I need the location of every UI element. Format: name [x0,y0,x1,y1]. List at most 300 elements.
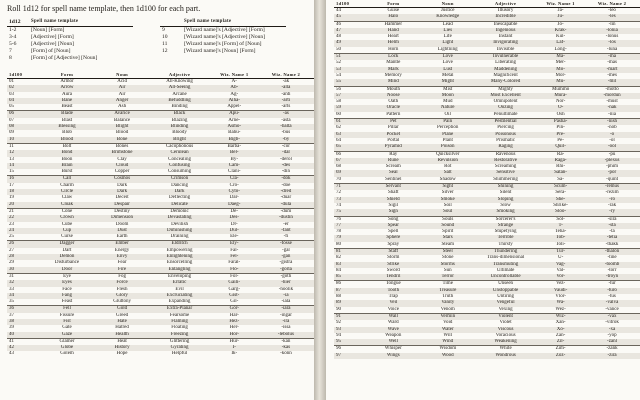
wiz-name-1-cell: By- [230,156,239,162]
roll-cell: 54 [336,72,341,78]
wiz-name-1-cell: Mer- [555,60,566,66]
form-cell: Servant [365,184,421,191]
table-row [334,112,640,119]
noun-cell: Light [421,40,474,46]
wiz-name-1-cell: Apu- [211,111,258,118]
wiz-name-2-cell: -sta [584,223,640,229]
template-row [160,34,286,41]
wiz-name-1-cell: Ma- [537,54,584,61]
wiz-name-2-cell: -must [606,99,618,105]
roll-cell: 84 [336,267,341,273]
wiz-name-1-cell: Flo- [211,267,258,274]
wiz-name-1-cell: Sa- [557,176,564,182]
wiz-name-1-cell: Asmo- [211,124,258,130]
wiz-name-1-cell: Rhi- [556,164,566,170]
form-cell: Oracle [365,105,421,111]
header-noun: Noun [421,0,474,8]
wiz-name-1-cell: Long- [554,46,567,52]
noun-cell: Fear [117,260,127,266]
adjective-cell: Bright [148,137,210,144]
wiz-name-2-cell: -mil [584,79,640,86]
wiz-name-1-cell: Mura- [537,93,584,99]
wiz-name-2-cell: -torr [607,267,617,273]
noun-cell: Steam [441,241,454,247]
adjective-cell: Wondrous [474,353,537,359]
wiz-name-2-cell: -los [584,40,640,46]
noun-cell: Steel [421,248,474,255]
form-cell: Song [365,216,421,223]
wiz-name-2-cell: -mordun [584,93,640,99]
adjective-cell: Incredible [474,14,537,21]
noun-cell: Gold [96,306,149,313]
adjective-cell: Prismatic [496,137,515,143]
template-header-label: Spell name template [29,17,133,27]
noun-cell: Energy [114,247,130,253]
table-row [334,184,640,191]
form-cell: Pattern [386,111,401,117]
form-cell: Tooth [365,288,421,294]
table-row [334,242,640,249]
table-row [334,248,640,255]
wiz-name-2-cell: -ma [584,54,640,61]
wiz-name-1-cell: Scum- [537,184,584,191]
form-cell: Spear [365,223,421,229]
roll-cell: 57 [334,93,365,99]
noun-cell: Lust [421,67,474,73]
roll-cell: 72 [336,190,341,196]
table-row [7,137,314,144]
roll-cell: 03 [9,91,14,97]
form-cell: Oath [388,99,399,105]
adjective-cell: Ensorcelling [166,260,193,266]
roll-cell: 58 [336,99,341,105]
adjective-cell: Bloody [172,130,187,136]
wiz-name-1-cell: Gaili- [211,280,258,286]
wiz-name-2-cell: -gistra [279,260,293,266]
wiz-name-2-cell: -nish [584,119,640,126]
wiz-name-1-cell: O- [537,105,584,111]
adjective-cell: Glittering [148,338,210,345]
adjective-cell: Expanding [168,299,191,305]
form-cell: Spray [387,241,400,247]
roll-cell: 47 [334,28,365,34]
form-cell: Mantle [386,60,401,66]
adjective-cell: Enlightening [148,254,210,260]
table-row [7,111,314,118]
form-cell: Eyes [38,280,95,286]
table-row [7,241,314,248]
wiz-name-2-cell: -turo [584,288,640,294]
roll-cell: 23 [9,221,14,227]
wiz-name-1-cell: Xan- [555,320,566,326]
form-cell: Arrow [38,85,95,91]
wiz-name-2-cell: -mas [607,60,617,66]
template-roll: 3-4 [9,34,17,40]
wiz-name-2-cell: -kan [258,338,314,345]
wiz-name-2-cell: -zank [584,346,640,353]
form-cell: Fissure [59,312,75,318]
noun-cell: Heat [96,338,149,345]
table-row [334,21,640,28]
roll-cell: 39 [9,325,14,331]
wiz-name-1-cell: Zoz- [537,353,584,359]
wiz-name-1-cell: Ik- [231,351,238,357]
roll-cell: 68 [336,164,341,170]
noun-cell: Fog [96,273,149,280]
roll-cell: 60 [336,111,341,117]
wiz-name-2-cell: -ingar [279,312,292,318]
roll-cell: 50 [336,46,341,52]
wiz-name-1-cell: A- [231,79,237,84]
wiz-name-2-cell: -alla [258,85,314,91]
table-row [334,8,640,15]
noun-cell: History [96,345,149,351]
form-cell: Face [62,286,72,292]
adjective-cell: Mighty [474,86,537,93]
wiz-name-2-cell: -motto [584,86,640,93]
wiz-name-1-cell: Pre- [537,132,584,138]
form-cell: Mark [365,67,421,73]
adjective-cell: Strange [474,223,537,229]
form-cell: Horn [388,46,399,52]
adjective-cell: Enveloping [148,273,210,280]
noun-cell: Stars [421,235,474,241]
table-row [334,47,640,54]
wiz-name-1-cell: Vag- [537,262,584,268]
form-cell: Shaft [388,190,399,196]
noun-cell: Love [421,54,474,61]
roll-cell: 59 [334,105,365,111]
wiz-name-2-cell: -anti [281,91,291,97]
noun-cell: Spirit [442,229,454,235]
wiz-name-1-cell: Cro- [229,182,239,188]
adjective-cell: Confusing [148,163,210,169]
noun-cell: Storms [421,262,474,268]
roll-cell: 70 [336,176,341,182]
roll-cell: 12 [7,150,38,156]
wiz-name-2-cell: -lin [584,21,640,28]
wiz-name-1-cell: Wiz- [537,313,584,320]
template-row [160,48,286,55]
noun-cell: Greed [115,312,129,318]
wiz-name-1-cell: Dr- [230,221,238,227]
wiz-name-2-cell: -arts [281,104,291,110]
template-header-label: Spell name template [182,17,286,27]
wiz-name-1-cell: Toli- [555,241,566,247]
noun-cell: Pain [421,119,474,126]
wiz-name-2-cell: -remus [584,184,640,191]
wiz-name-1-cell: Ag- [230,91,239,97]
roll-cell: 77 [334,223,365,229]
wiz-name-1-cell: Sloo- [537,209,584,216]
adjective-cell: Shining [474,184,537,191]
wiz-name-1-cell: Wa- [537,300,584,306]
wiz-name-2-cell: -dula [258,202,314,209]
noun-cell: Brimstone [96,150,149,156]
adjective-cell: Invigorating [474,40,537,46]
page-gutter [314,0,326,400]
spell-part-table-right [334,0,640,359]
intro-text: Roll 1d12 for spell name template, then 1d100 for each part. [7,4,201,13]
noun-cell: Smoke [421,197,474,203]
header-wiz-name-1: Wiz. Name 1 [537,0,584,8]
wiz-name-2-cell: -nob [607,125,617,131]
form-cell: Spell [388,229,399,235]
noun-cell: Cloud [96,163,149,169]
wiz-name-2-cell: -les [584,14,640,21]
form-cell: Lock [365,54,421,61]
wiz-name-1-cell: Kul- [556,34,566,40]
wiz-name-2-cell: -din [281,169,290,175]
wiz-name-1-cell: Nor- [555,99,566,105]
roll-cell: 28 [7,254,38,260]
noun-cell: Envy [96,254,149,260]
adjective-cell: Vexing [498,306,513,312]
noun-cell: Fire [96,267,149,274]
roll-cell: 17 [9,182,14,188]
adjective-cell: Blazing [171,117,188,123]
form-cell: Noose [365,93,421,99]
wiz-name-1-cell: Faral- [228,260,241,266]
form-cell: Blast [61,117,73,123]
adjective-cell: Unseen [474,281,537,288]
form-cell: Heart [387,34,399,40]
table-row [334,209,640,216]
template-header-die: 1d12 [7,17,29,27]
form-cell: Storm [387,255,400,261]
noun-cell: Health [96,332,149,339]
wiz-name-1-cell: Vor- [537,274,584,281]
adjective-cell: Gyrating [148,345,210,351]
wiz-name-2-cell: -phim [606,164,619,170]
wiz-name-1-cell: Cyto- [211,189,258,195]
form-cell: Wall [365,313,421,320]
header-adjective: Adjective [474,0,537,8]
noun-cell: Blight [96,124,149,130]
noun-cell: Earth [116,234,128,240]
noun-cell: Life [443,34,452,40]
wiz-name-2-cell: -ro [584,197,640,203]
noun-cell: Wisdom [421,346,474,353]
wiz-name-2-cell: -derol [279,156,292,162]
adjective-cell: Devilish [171,221,189,227]
form-cell: Call [38,176,95,183]
adjective-cell: Omnipotent [493,99,518,105]
adjective-cell: Oozing [474,105,537,111]
adjective-cell: Illusory [497,8,514,13]
roll-cell: 42 [7,345,38,351]
wiz-name-2-cell: -iala [281,299,291,305]
form-cell: Pillar [387,125,399,131]
wiz-name-1-cell: Jo- [537,21,584,28]
wiz-name-1-cell: Dul- [211,228,258,234]
wiz-name-1-cell: Zan- [555,332,566,338]
wiz-name-2-cell: -doe [281,182,291,188]
wiz-name-2-cell: -por [584,170,640,176]
table-row [7,202,314,209]
roll-cell: 15 [9,169,14,175]
wiz-name-1-cell: Ju- [537,14,584,21]
roll-cell: 80 [336,241,341,247]
roll-cell: 20 [7,202,38,209]
wiz-name-2-cell: -ira [258,319,314,325]
noun-cell: Oil [444,111,451,117]
adjective-cell: Extra-Planar [148,306,210,313]
wiz-name-2-cell: -yop [607,332,617,338]
noun-cell: Bone [96,137,149,144]
wiz-name-1-cell: She- [537,197,584,203]
wiz-name-2-cell: -pu [584,151,640,158]
form-cell: Disturbance [54,260,80,266]
noun-cell: Justice [440,8,455,13]
form-cell: Veil [365,300,421,306]
adjective-cell: Weakening [474,339,537,346]
adjective-cell: Dark [148,189,210,195]
wiz-name-1-cell: Teha- [554,229,567,235]
template-row [7,48,133,55]
wiz-name-1-cell: Har- [229,312,239,318]
table-row [334,151,640,158]
form-cell: Fist [38,319,95,325]
right-page [326,0,640,400]
form-cell: Door [38,267,95,274]
wiz-name-2-cell: -rezim [605,190,619,196]
wiz-name-1-cell: Cla- [211,176,258,183]
wiz-name-1-cell: Hor- [211,332,258,339]
adjective-cell: Trans-dimensional [486,255,525,261]
form-cell: Pyramid [365,144,421,151]
noun-cell: Sound [421,223,474,229]
adjective-cell: Slow [500,202,511,208]
adjective-cell: Devastating [148,215,210,221]
adjective-cell: Cerulean [148,150,210,156]
header-1d100: 1d100 [7,71,38,79]
noun-cell: Hope [116,351,128,357]
wiz-name-2-cell: -lebolus [258,332,314,339]
template-pattern: [Wizard name]'s [Adjective] [Noun] [184,34,266,40]
wiz-name-1-cell: Shrike- [553,202,568,208]
form-cell: Armor [60,79,74,84]
roll-cell: 08 [7,124,38,130]
form-cell: Cloak [38,202,95,209]
table-row [334,339,640,346]
adjective-cell: Floating [171,325,188,331]
roll-cell: 81 [334,248,365,255]
wiz-name-1-cell: Her- [229,325,239,331]
template-row [160,27,286,35]
roll-cell: 09 [9,130,14,136]
table-row [7,234,314,241]
table-row [334,216,640,223]
wiz-name-2-cell: -duar [280,195,292,201]
template-pattern: [Wizard name]'s [Noun] [Form] [184,48,256,54]
noun-cell: Water [421,327,474,333]
form-cell: Crown [38,215,95,221]
template-row [7,34,133,41]
roll-cell: 06 [7,111,38,118]
form-cell: Helm [365,40,421,46]
form-cell: Sentinel [385,176,402,182]
adjective-cell: Draining [170,234,189,240]
roll-cell: 16 [7,176,38,183]
form-cell: Whisper [365,346,421,353]
template-row [7,41,133,48]
template-pattern: [Adjective] [Noun] [31,41,75,47]
roll-cell: 65 [334,144,365,151]
noun-cell: Air [118,91,126,97]
wiz-name-2-cell: -gorla [258,267,314,274]
noun-cell: Balance [114,117,131,123]
roll-cell: 86 [334,281,365,288]
roll-cell: 97 [334,353,365,359]
form-cell: Demon [38,254,95,260]
noun-cell: Wind [421,339,474,346]
wiz-name-2-cell: -er [283,221,289,227]
wiz-name-2-cell: -rak [608,202,617,208]
header-wiz-name-2: Wiz. Name 2 [258,71,314,79]
noun-cell: Clay [117,156,127,162]
adjective-cell: White [474,346,537,353]
noun-cell: Rot [444,164,452,170]
form-cell: Circle [38,189,95,195]
adjective-cell: Freezing [148,332,210,339]
roll-cell: 79 [334,235,365,241]
adjective-cell: Sorcerer's [474,216,537,223]
form-cell: Cup [38,228,95,234]
noun-cell: Might [421,79,474,86]
roll-cell: 62 [336,125,341,131]
noun-cell: Will [443,332,453,338]
noun-cell: Lies [421,28,474,34]
wiz-name-1-cell: Barba- [211,143,258,150]
template-roll: 8 [9,55,12,61]
noun-cell: Force [96,280,149,286]
wiz-name-2-cell: -by [258,137,314,144]
form-cell: Ray [365,151,421,158]
noun-cell: Acid [117,79,127,84]
wiz-name-2-cell: -fi [283,234,289,240]
noun-cell: Dust [96,228,149,234]
wiz-name-1-cell: Raga- [537,158,584,164]
form-cell: Claw [61,195,73,201]
form-cell: Weapon [385,332,402,338]
noun-cell: Revulsion [421,158,474,164]
form-cell: Mouth [365,86,421,93]
noun-cell: Soil [443,202,452,208]
noun-cell: Ash [118,104,127,110]
form-cell: Aura [62,91,72,97]
adjective-cell: Smoking [474,209,537,216]
form-cell: Feast [61,299,73,305]
form-cell: Wings [365,353,421,359]
wiz-name-1-cell: Fol- [211,273,258,280]
form-cell: Cube [61,221,73,227]
wiz-name-2-cell: -konn [280,351,292,357]
form-cell: Bond [38,150,95,156]
roll-cell: 01 [9,79,14,84]
table-row [334,313,640,320]
noun-cell: Dimension [96,215,149,221]
noun-cell: Vermin [421,313,474,320]
adjective-cell: Entangling [148,267,210,274]
form-cell: Portal [387,137,400,143]
form-cell: Blob [62,130,72,136]
wiz-name-2-cell: -thalon [584,248,640,255]
adjective-cell: Dancing [171,182,189,188]
adjective-cell: Violet [499,320,512,326]
wiz-name-1-cell: Tur- [537,248,584,255]
noun-cell: Hatred [115,325,129,331]
